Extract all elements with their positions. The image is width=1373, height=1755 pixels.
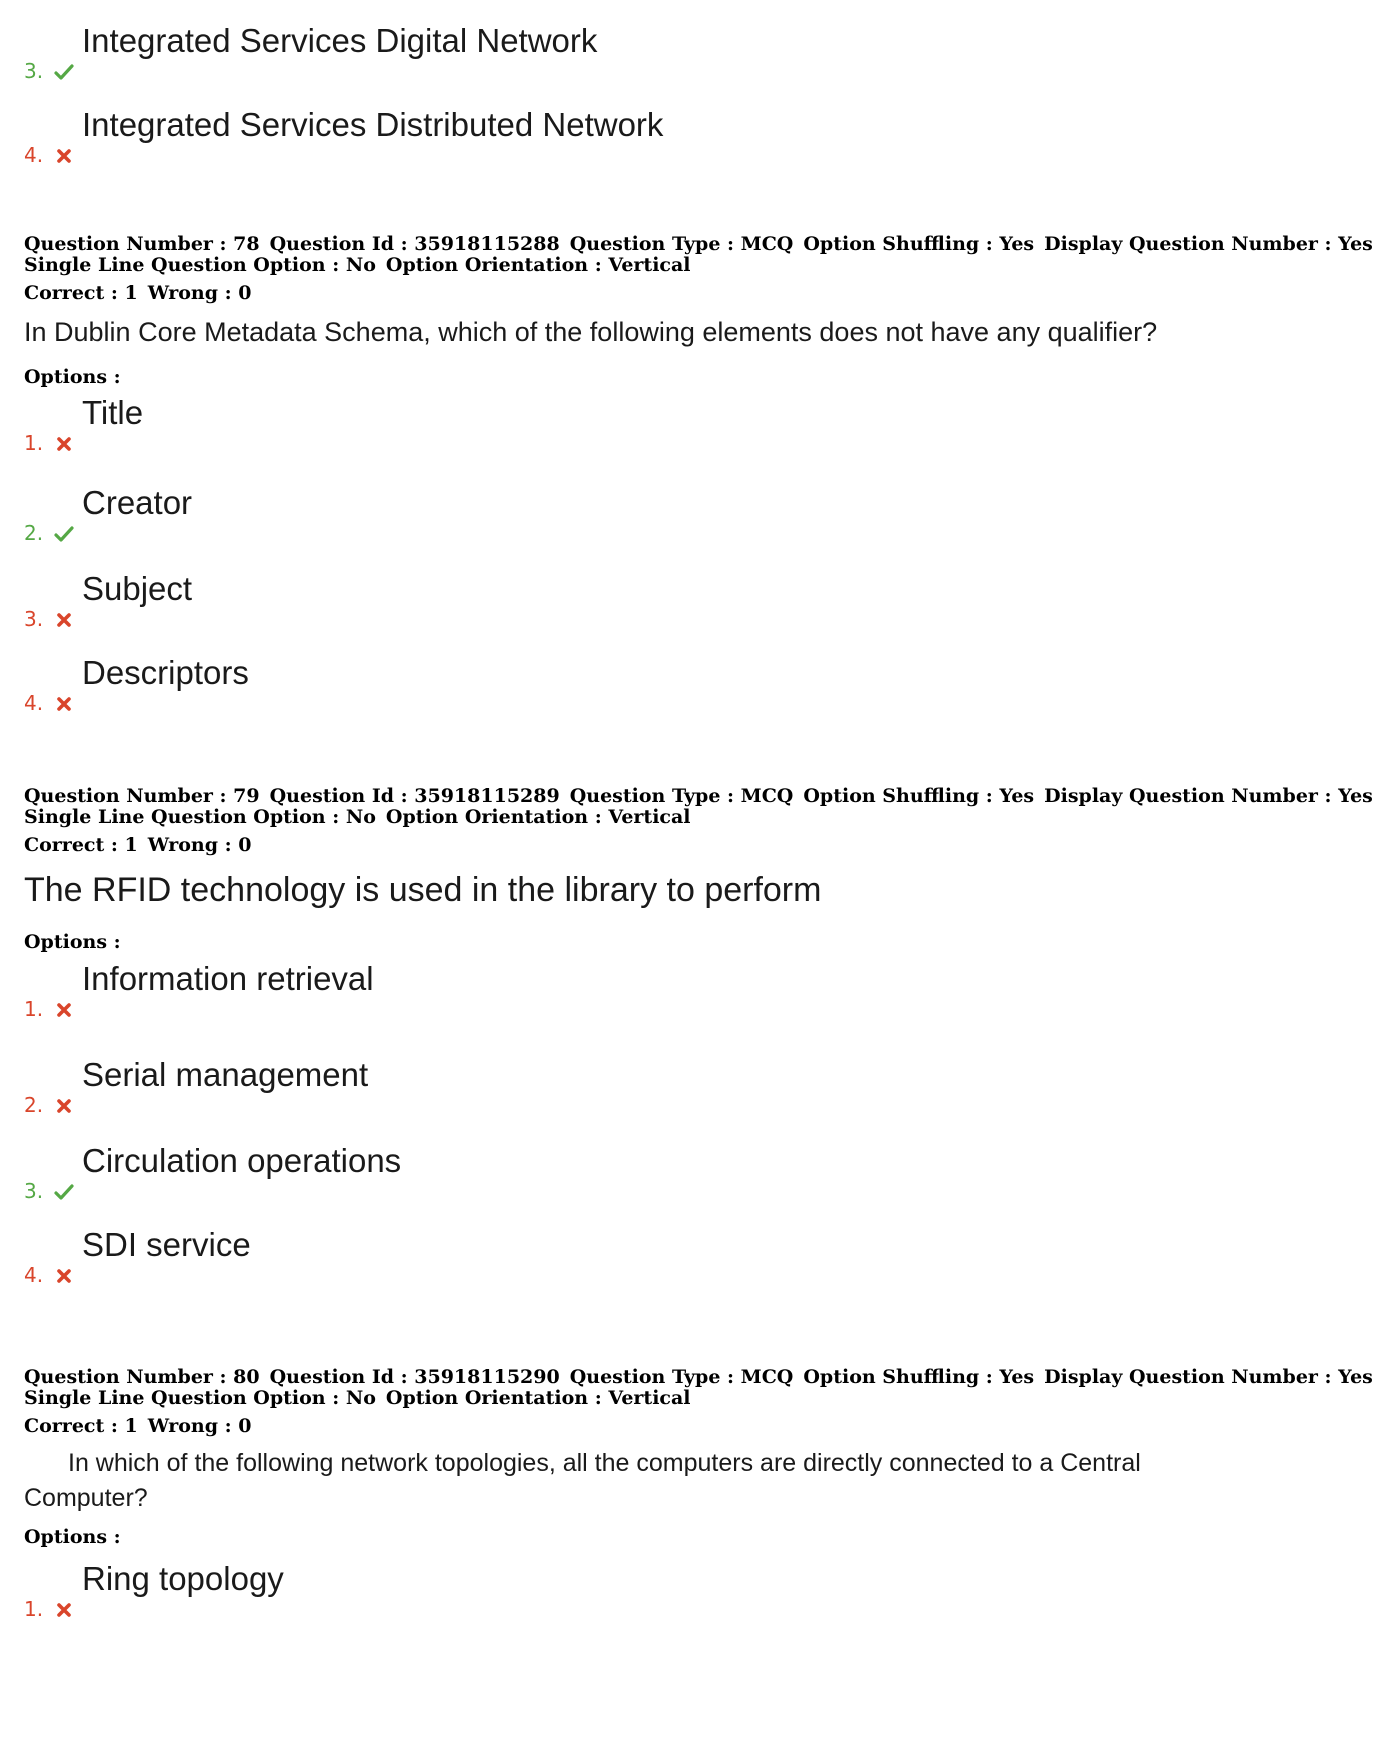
option-text: Information retrieval	[82, 960, 374, 997]
option-text: Ring topology	[82, 1560, 284, 1597]
option-number: 4.	[24, 1263, 44, 1287]
option-item	[24, 106, 1204, 166]
question-meta-line: Single Line Question Option : No Option Orientation : Vertical	[24, 254, 691, 276]
option-text: Creator	[82, 484, 193, 521]
cross-icon	[54, 434, 74, 454]
options-label: Options :	[24, 931, 121, 953]
options-label: Options :	[24, 1526, 121, 1548]
option-item	[24, 1560, 1204, 1620]
cross-icon	[54, 146, 74, 166]
option-number: 3.	[24, 1179, 44, 1203]
marking-scheme: Correct : 1 Wrong : 0	[24, 282, 252, 304]
question-meta-line: Question Number : 79 Question Id : 35918115289 Question Type : MCQ Option Shuffling : Yes Display Question Number : Yes	[24, 785, 1373, 807]
check-icon	[54, 1182, 74, 1202]
option-item	[24, 654, 1204, 714]
cross-icon	[54, 694, 74, 714]
option-number: 1.	[24, 1597, 44, 1621]
option-text: Circulation operations	[82, 1142, 402, 1179]
option-item	[24, 960, 1204, 1020]
option-number: 4.	[24, 691, 44, 715]
option-text: SDI service	[82, 1226, 251, 1263]
check-icon	[54, 524, 74, 544]
question-text: The RFID technology is used in the library to perform	[24, 871, 822, 909]
question-meta-line: Single Line Question Option : No Option Orientation : Vertical	[24, 806, 691, 828]
option-item	[24, 484, 1204, 544]
cross-icon	[54, 610, 74, 630]
question-meta-line: Question Number : 80 Question Id : 35918115290 Question Type : MCQ Option Shuffling : Yes Display Question Number : Yes	[24, 1366, 1373, 1388]
marking-scheme: Correct : 1 Wrong : 0	[24, 1415, 252, 1437]
cross-icon	[54, 1266, 74, 1286]
option-item	[24, 570, 1204, 630]
option-text: Serial management	[82, 1056, 369, 1093]
option-text: Integrated Services Distributed Network	[82, 106, 664, 143]
option-text: Title	[82, 394, 144, 431]
cross-icon	[54, 1600, 74, 1620]
option-item	[24, 1142, 1204, 1202]
cross-icon	[54, 1096, 74, 1116]
option-number: 4.	[24, 143, 44, 167]
marking-scheme: Correct : 1 Wrong : 0	[24, 834, 252, 856]
question-text: In which of the following network topologies, all the computers are directly connected to a Central Computer?	[24, 1449, 1141, 1512]
cross-icon	[54, 1000, 74, 1020]
option-number: 3.	[24, 59, 44, 83]
options-label: Options :	[24, 366, 121, 388]
option-item	[24, 1226, 1204, 1286]
option-number: 2.	[24, 521, 44, 545]
option-item	[24, 22, 1204, 82]
option-number: 2.	[24, 1093, 44, 1117]
question-text: In Dublin Core Metadata Schema, which of the following elements does not have any qualifier?	[24, 317, 1158, 347]
option-number: 1.	[24, 997, 44, 1021]
option-text: Subject	[82, 570, 193, 607]
question-meta-line: Question Number : 78 Question Id : 35918115288 Question Type : MCQ Option Shuffling : Yes Display Question Number : Yes	[24, 233, 1373, 255]
question-meta-line: Single Line Question Option : No Option Orientation : Vertical	[24, 1387, 691, 1409]
check-icon	[54, 62, 74, 82]
option-text: Integrated Services Digital Network	[82, 22, 598, 59]
option-number: 1.	[24, 431, 44, 455]
option-number: 3.	[24, 607, 44, 631]
option-item	[24, 1056, 1204, 1116]
option-item	[24, 394, 1204, 454]
option-text: Descriptors	[82, 654, 249, 691]
